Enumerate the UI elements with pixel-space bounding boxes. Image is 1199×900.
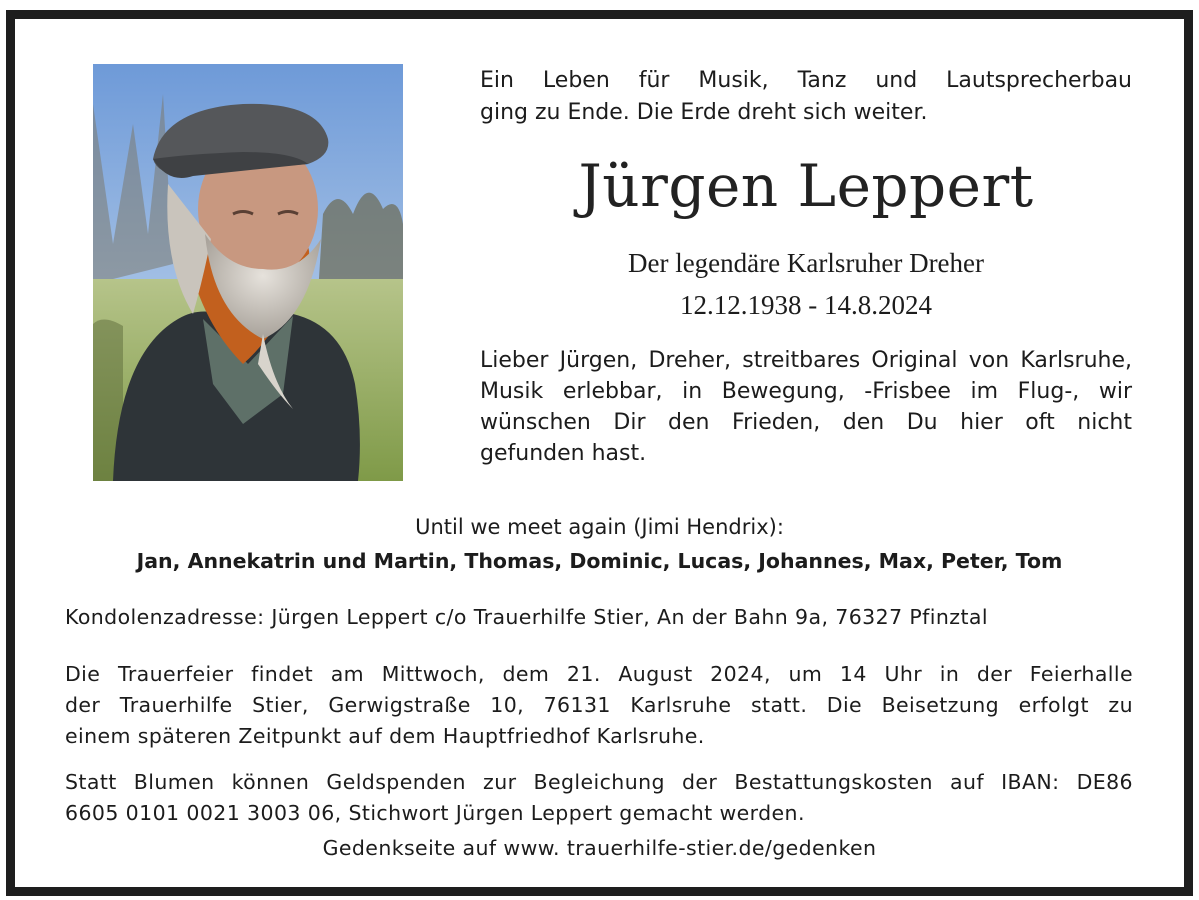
deceased-name: Jürgen Leppert bbox=[578, 152, 1034, 220]
condolence-line: Kondolenzadresse: Jürgen Leppert c/o Trauerhilfe Stier, An der Bahn 9a, 76327 Pfinztal bbox=[65, 605, 988, 629]
intro-line: Ein Leben für Musik, Tanz und Lautsprecherbau bbox=[480, 68, 1132, 93]
condolence-address bbox=[65, 602, 1133, 633]
donation-line: Statt Blumen können Geldspenden zur Begleichung der Bestattungskosten auf IBAN: DE86 bbox=[65, 770, 1133, 794]
message-line: Lieber Jürgen, Dreher, streitbares Original von Karlsruhe, bbox=[480, 348, 1132, 373]
deceased-subtitle: Der legendäre Karlsruher Dreher bbox=[627, 248, 985, 278]
message-line: wünschen Dir den Frieden, den Du hier oft nicht bbox=[480, 410, 1132, 435]
funeral-service-info bbox=[65, 659, 1133, 752]
intro-line: ging zu Ende. Die Erde dreht sich weiter. bbox=[480, 100, 928, 125]
message-line: gefunden hast. bbox=[480, 441, 647, 466]
mourner-names: Jan, Annekatrin und Martin, Thomas, Dominic, Lucas, Johannes, Max, Peter, Tom bbox=[136, 549, 1063, 573]
memorial-page-link: Gedenkseite auf www. trauerhilfe-stier.de/gedenken bbox=[322, 836, 877, 860]
life-dates: 12.12.1938 - 14.8.2024 bbox=[680, 290, 932, 320]
quote-line: Until we meet again (Jimi Hendrix): bbox=[415, 515, 784, 539]
donation-info bbox=[65, 767, 1133, 829]
service-line: einem späteren Zeitpunkt auf dem Hauptfriedhof Karlsruhe. bbox=[65, 724, 705, 748]
portrait-photo bbox=[93, 64, 403, 481]
obituary-card bbox=[6, 10, 1193, 896]
service-line: der Trauerhilfe Stier, Gerwigstraße 10, 76131 Karlsruhe statt. Die Beisetzung erfolgt zu bbox=[65, 693, 1133, 717]
message-line: Musik erlebbar, in Bewegung, -Frisbee im Flug-, wir bbox=[480, 379, 1132, 404]
intro-text bbox=[480, 65, 1132, 129]
personal-message bbox=[480, 345, 1132, 469]
service-line: Die Trauerfeier findet am Mittwoch, dem 21. August 2024, um 14 Uhr in der Feierhalle bbox=[65, 662, 1133, 686]
donation-line: 6605 0101 0021 3003 06, Stichwort Jürgen Leppert gemacht werden. bbox=[65, 801, 805, 825]
